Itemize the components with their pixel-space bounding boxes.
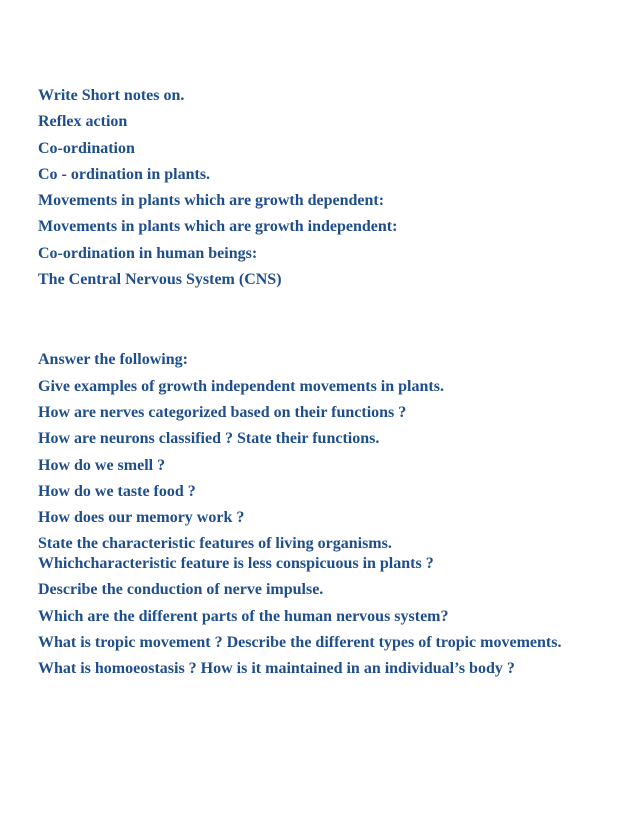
short-notes-item-coordination: Co-ordination xyxy=(38,139,135,157)
question-item-two-line xyxy=(38,531,618,577)
question-item: Describe the conduction of nerve impulse. xyxy=(38,581,324,599)
short-notes-item-growth-independent: Movements in plants which are growth independent: xyxy=(38,218,398,236)
question-item: What is tropic movement ? Describe the different types of tropic movements. xyxy=(38,634,562,652)
short-notes-item-reflex-action: Reflex action xyxy=(38,113,128,131)
question-item: How do we smell ? xyxy=(38,456,166,474)
question-item: Give examples of growth independent movements in plants. xyxy=(38,377,444,395)
short-notes-item-coordination-plants: Co - ordination in plants. xyxy=(38,165,211,183)
short-notes-item-growth-dependent: Movements in plants which are growth dependent: xyxy=(38,192,385,210)
question-item: How are nerves categorized based on their functions ? xyxy=(38,403,407,421)
question-list xyxy=(38,83,618,682)
question-item-line: Whichcharacteristic feature is less conspicuous in plants ? xyxy=(38,555,434,573)
question-item: How are neurons classified ? State their functions. xyxy=(38,430,380,448)
section-spacer xyxy=(38,320,618,347)
question-item: Which are the different parts of the human nervous system? xyxy=(38,607,449,625)
answer-following-heading: Answer the following: xyxy=(38,351,188,369)
question-item: How do we taste food ? xyxy=(38,482,196,500)
short-notes-item-cns: The Central Nervous System (CNS) xyxy=(38,271,282,289)
question-item: What is homoeostasis ? How is it maintained in an individual’s body ? xyxy=(38,660,515,678)
section-spacer xyxy=(38,293,618,320)
question-item: How does our memory work ? xyxy=(38,509,245,527)
short-notes-item-coordination-humans: Co-ordination in human beings: xyxy=(38,244,258,262)
short-notes-heading: Write Short notes on. xyxy=(38,87,185,104)
question-item-line: State the characteristic features of living organisms. xyxy=(38,535,392,553)
